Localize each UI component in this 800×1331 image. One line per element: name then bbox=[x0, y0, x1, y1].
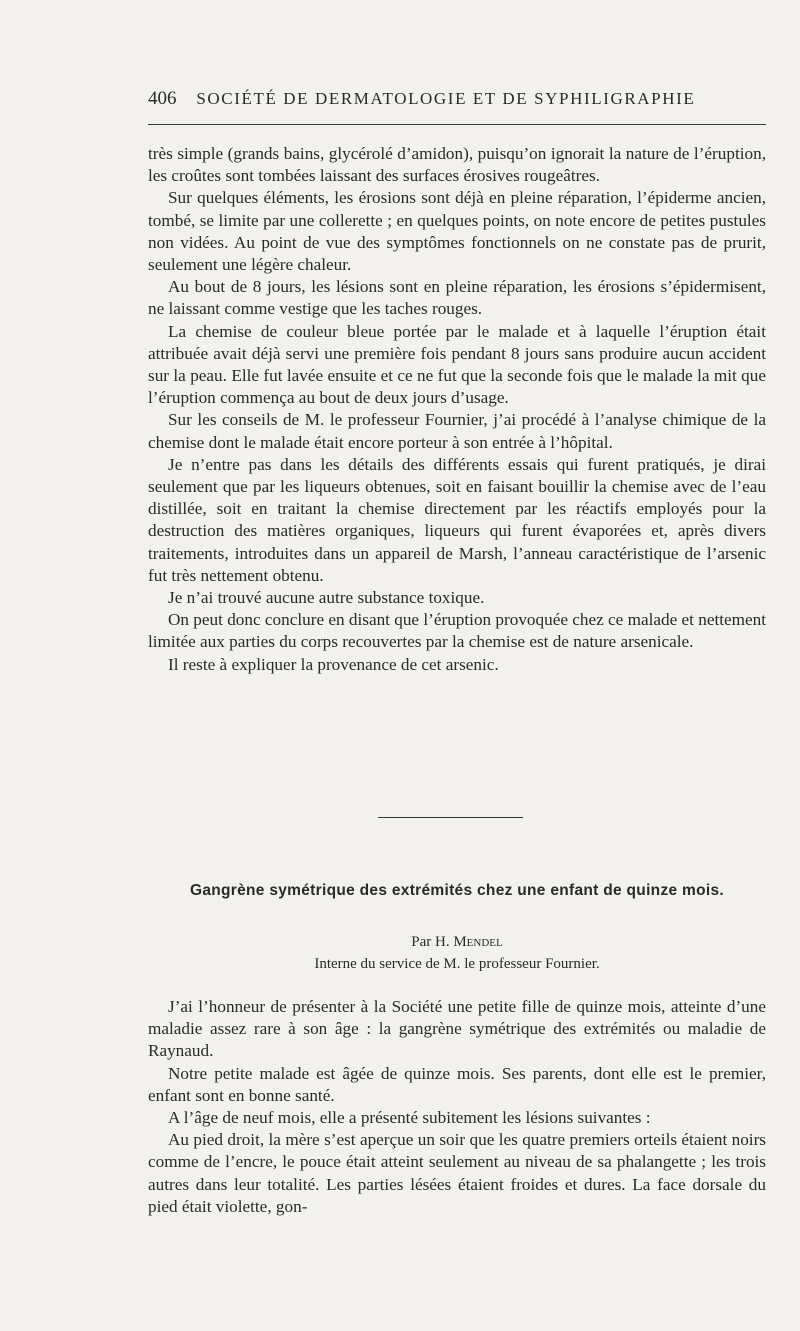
article-body bbox=[148, 996, 766, 1218]
paragraph: Sur quelques éléments, les érosions sont déjà en pleine réparation, l’épiderme ancien, tombé, se limite par une collerette ; en quelques points, on note encore de petites pustules non vidées. Au point de vue des symptômes fonctionnels on ne constate pas de prurit, seulement une légère chaleur. bbox=[148, 188, 766, 275]
running-title: SOCIÉTÉ DE DERMATOLOGIE ET DE SYPHILIGRAPHIE bbox=[196, 89, 696, 108]
paragraph: J’ai l’honneur de présenter à la Société une petite fille de quinze mois, atteinte d’une maladie assez rare à son âge : la gangrène symétrique des extrémités ou maladie de Raynaud. bbox=[148, 997, 766, 1061]
paragraph: très simple (grands bains, glycérolé d’amidon), puisqu’on ignorait la nature de l’éruption, les croûtes sont tombées laissant des surfaces érosives rougeâtres. bbox=[148, 144, 766, 186]
paragraph: Au pied droit, la mère s’est aperçue un soir que les quatre premiers orteils étaient noirs comme de l’encre, le pouce était atteint seulement au niveau de sa phalangette ; les trois autres dans leur totalité. Les parties lésées étaient froides et dures. La face dorsale du pied était violette, gon- bbox=[148, 1130, 766, 1216]
article-author bbox=[148, 934, 766, 951]
running-head bbox=[148, 88, 766, 110]
author-affiliation: Interne du service de M. le professeur Fournier. bbox=[314, 956, 600, 972]
article-title: Gangrène symétrique des extrémités chez une enfant de quinze mois. bbox=[189, 882, 725, 899]
author-prefix: Par H. bbox=[411, 934, 454, 950]
section-continuation bbox=[148, 143, 766, 676]
paragraph: Au bout de 8 jours, les lésions sont en pleine réparation, les érosions s’épidermisent, ne laissant comme vestige que les taches rouges. bbox=[148, 277, 766, 319]
author-name: Mendel bbox=[453, 934, 503, 950]
paragraph: Je n’entre pas dans les détails des différents essais qui furent pratiqués, je dirai seulement que par les liqueurs obtenues, soit en faisant bouillir la chemise avec de l’eau distillée, soit en traitant la chemise directement par les réactifs employés pour la destruction des matières organiques, liqueurs qui furent évaporées et, après divers traitements, introduites dans un appareil de Marsh, l’anneau caractéristique de l’arsenic fut très nettement obtenu. bbox=[148, 454, 766, 585]
paragraph: Je n’ai trouvé aucune autre substance toxique. bbox=[168, 588, 485, 608]
paragraph: Il reste à expliquer la provenance de cet arsenic. bbox=[168, 654, 499, 674]
paragraph: A l’âge de neuf mois, elle a présenté subitement les lésions suivantes : bbox=[168, 1108, 651, 1128]
paragraph: On peut donc conclure en disant que l’éruption provoquée chez ce malade et nettement limitée aux parties du corps recouvertes par la chemise est de nature arsenicale. bbox=[148, 610, 766, 652]
paragraph: Sur les conseils de M. le professeur Fournier, j’ai procédé à l’analyse chimique de la chemise dont le malade était encore porteur à son entrée à l’hôpital. bbox=[148, 410, 766, 452]
paragraph: La chemise de couleur bleue portée par le malade et à laquelle l’éruption était attribuée avait déjà servi une première fois pendant 8 jours sans produire aucun accident sur la peau. Elle fut lavée ensuite et ce ne fut que la seconde fois que le malade la mit que l’éruption commença au bout de deux jours d’usage. bbox=[148, 321, 766, 408]
page-number: 406 bbox=[148, 88, 177, 109]
section-separator bbox=[378, 817, 523, 818]
paragraph: Notre petite malade est âgée de quinze mois. Ses parents, dont elle est le premier, enfant sont en bonne santé. bbox=[148, 1063, 766, 1105]
header-rule bbox=[148, 124, 766, 125]
